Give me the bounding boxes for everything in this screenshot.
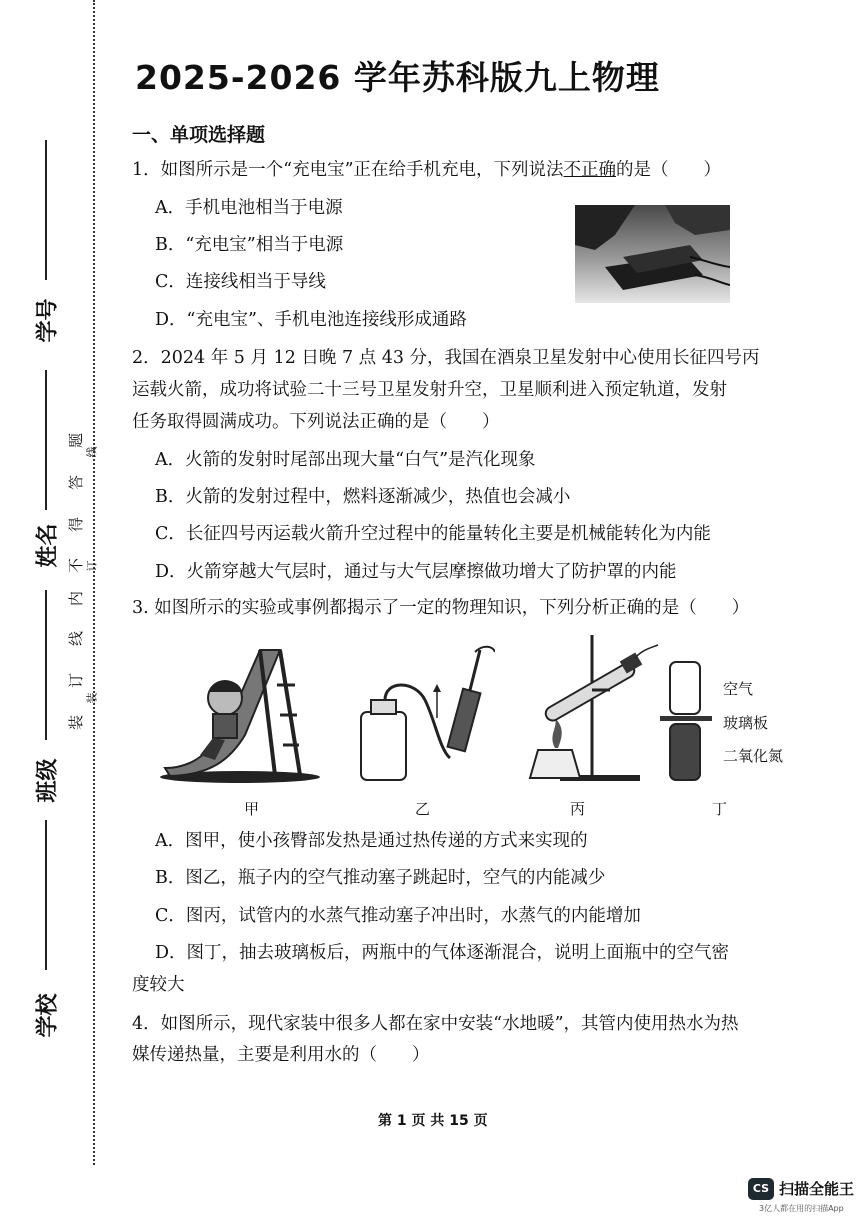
figure-label-bing: 丙 — [570, 800, 586, 818]
power-bank-photo — [575, 205, 730, 303]
watermark-app-name: 扫描全能王 — [779, 1180, 855, 1198]
jar-label-air: 空气 — [723, 680, 754, 698]
q3-option-c: C．图丙，试管内的水蒸气推动塞子冲出时，水蒸气的内能增加 — [155, 906, 641, 926]
q1-option-c: C．连接线相当于导线 — [155, 272, 326, 292]
class-line — [45, 820, 47, 970]
q1-stem-part1: 1．如图所示是一个“充电宝”正在给手机充电，下列说法 — [132, 160, 564, 180]
jar-label-glass-plate: 玻璃板 — [723, 714, 769, 732]
student-no-line — [45, 140, 47, 280]
seal-char: 订 — [67, 672, 86, 689]
seal-char: 题 — [67, 432, 86, 449]
seal-char-small: 订 — [85, 560, 99, 572]
figure-gas-jars — [660, 660, 720, 785]
school-label: 学校 — [35, 993, 61, 1038]
q2-stem-line2: 运载火箭，成功将试验二十三号卫星发射升空，卫星顺利进入预定轨道，发射 — [132, 380, 727, 400]
q3-stem: 3. 如图所示的实验或事例都揭示了一定的物理知识，下列分析正确的是（ ） — [132, 598, 750, 618]
student-no-line-2 — [45, 370, 47, 510]
student-no-label: 学号 — [35, 298, 61, 343]
q1-stem — [132, 158, 721, 182]
figure-test-tube — [510, 630, 660, 785]
seal-char: 线 — [67, 630, 86, 647]
page-number: 第 1 页 共 15 页 — [378, 1113, 488, 1129]
q2-option-c: C．长征四号丙运载火箭升空过程中的能量转化主要是机械能转化为内能 — [155, 524, 711, 544]
seal-char-small: 线 — [85, 446, 99, 458]
q2-option-a: A．火箭的发射时尾部出现大量“白气”是汽化现象 — [155, 450, 536, 470]
figure-label-jia: 甲 — [244, 800, 260, 818]
q4-stem-line1: 4．如图所示，现代家装中很多人都在家中安装“水地暖”，其管内使用热水为热 — [132, 1014, 739, 1034]
name-label: 姓名 — [35, 523, 61, 568]
figure-bottle-pump — [355, 640, 495, 785]
q1-stem-emphasis: 不正确 — [563, 160, 617, 180]
q3-option-d-cont: 度较大 — [132, 975, 185, 995]
section-title: 一、单项选择题 — [132, 124, 266, 146]
seal-char: 不 — [67, 557, 86, 574]
q1-stem-part2: 的是（ ） — [616, 160, 722, 180]
q4-stem-line2: 媒传递热量，主要是利用水的（ ） — [132, 1045, 430, 1065]
jar-label-no2: 二氧化氮 — [723, 747, 784, 765]
q3-option-b: B．图乙，瓶子内的空气推动塞子跳起时，空气的内能减少 — [155, 868, 606, 888]
q2-stem-line3: 任务取得圆满成功。下列说法正确的是（ ） — [132, 412, 500, 432]
binding-dotted-line — [93, 0, 95, 1165]
page-title: 2025-2026 学年苏科版九上物理 — [135, 58, 660, 97]
figure-slide — [155, 640, 325, 785]
q1-option-d: D．“充电宝”、手机电池连接线形成通路 — [155, 310, 467, 330]
seal-char: 内 — [67, 590, 86, 607]
seal-char: 得 — [67, 516, 86, 533]
q3-option-d: D．图丁，抽去玻璃板后，两瓶中的气体逐渐混合，说明上面瓶中的空气密 — [155, 943, 730, 963]
seal-char: 答 — [67, 474, 86, 491]
q2-option-d: D．火箭穿越大气层时，通过与大气层摩擦做功增大了防护罩的内能 — [155, 562, 677, 582]
q2-option-b: B．火箭的发射过程中，燃料逐渐减少，热值也会减小 — [155, 487, 571, 507]
seal-char-small: 装 — [85, 692, 99, 704]
q1-option-a: A．手机电池相当于电源 — [155, 198, 343, 218]
name-line — [45, 590, 47, 740]
q3-option-a: A．图甲，使小孩臀部发热是通过热传递的方式来实现的 — [155, 831, 588, 851]
q2-stem-line1: 2．2024 年 5 月 12 日晚 7 点 43 分，我国在酒泉卫星发射中心使用长征四号丙 — [132, 348, 760, 368]
class-label: 班级 — [35, 758, 61, 803]
watermark-tagline: 3亿人都在用的扫描App — [759, 1204, 844, 1213]
q1-option-b: B．“充电宝”相当于电源 — [155, 235, 344, 255]
camscanner-logo-icon: CS — [748, 1178, 774, 1200]
figure-label-ding: 丁 — [712, 800, 728, 818]
figure-label-yi: 乙 — [415, 800, 431, 818]
seal-char: 装 — [67, 714, 86, 731]
